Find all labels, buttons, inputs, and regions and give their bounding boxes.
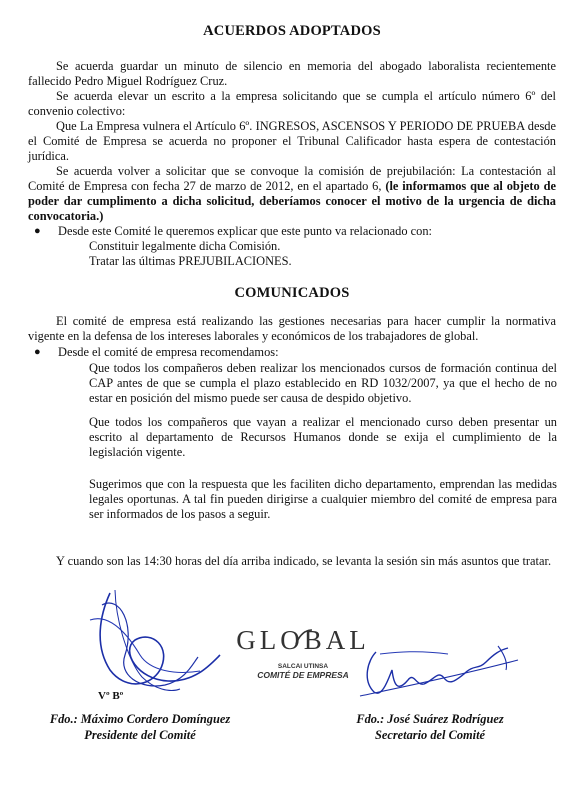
paragraph-article-violation: Que La Empresa vulnera el Artículo 6º. INGRESOS, ASCENSOS Y PERIODO DE PRUEBA desde el Comité de Empresa se acuerda no proponer el Tribunal Calificador hasta espera de contestación jurídica. <box>28 119 556 163</box>
company-logo: GLOBAL <box>236 625 370 655</box>
logo-subtitle: SALCAI UTINSA <box>277 663 329 670</box>
subitem-prejubilations: Tratar las últimas PREJUBILACIONES. <box>89 254 292 268</box>
section-title-acuerdos: ACUERDOS ADOPTADOS <box>203 23 381 39</box>
section-title-comunicados: COMUNICADOS <box>234 285 350 301</box>
signer-right-role: Secretario del Comité <box>374 728 486 742</box>
logo-swoosh <box>294 628 314 648</box>
signer-left-name: Fdo.: Máximo Cordero Domínguez <box>49 712 231 726</box>
closing-paragraph: Y cuando son las 14:30 horas del día arriba indicado, se levanta la sesión sin más asuntos que tratar. <box>56 554 552 568</box>
recommendation-cap-courses: Que todos los compañeros deben realizar los mencionados cursos de formación continua del CAP antes de que se cumpla el plazo establecido en RD 1032/2007, ya que el hecho de no estar en posición del mismo puede ser causa de despido objetivo. <box>89 361 557 405</box>
bullet-recommend: Desde el comité de empresa recomendamos: <box>58 345 279 359</box>
signer-right-name: Fdo.: José Suárez Rodríguez <box>356 712 504 726</box>
paragraph-minute-silence: Se acuerda guardar un minuto de silencio en memoria del abogado laboralista recientemente fallecido Pedro Miguel Rodríguez Cruz. <box>28 59 556 88</box>
logo-committee: COMITÉ DE EMPRESA <box>257 670 349 680</box>
recommendation-legal-measures: Sugerimos que con la respuesta que les faciliten dicho departamento, emprendan las medidas legales oportunas. A tal fin pueden dirigirse a cualquier miembro del comité de empresa para ser informados de los pasos a seguir. <box>89 477 557 521</box>
bullet-committee-explain: Desde este Comité le queremos explicar que este punto va relacionado con: <box>58 224 432 238</box>
signer-left-role: Presidente del Comité <box>84 728 196 742</box>
paragraph-prejubilation <box>28 164 556 224</box>
paragraph-article-request: Se acuerda elevar un escrito a la empresa solicitando que se cumpla el artículo número 6º del convenio colectivo: <box>28 89 556 118</box>
signature-right-scribble <box>358 640 558 710</box>
bullet-icon: ● <box>34 225 41 237</box>
paragraph-prejubilation-text: Se acuerda volver a solicitar que se convoque la comisión de prejubilación: La contestación al Comité de Empresa con fecha 27 de marzo de 2012, en el apartado 6, <box>28 164 556 193</box>
bullet-icon: ● <box>34 346 41 358</box>
paragraph-committee-actions: El comité de empresa está realizando las gestiones necesarias para hacer cumplir la normativa vigente en la defensa de los intereses laborales y económicos de los trabajadores de global. <box>28 314 556 343</box>
subitem-constitute-commission: Constituir legalmente dicha Comisión. <box>89 239 281 253</box>
paragraph-prejubilation-bold: (le informamos que al objeto de poder dar cumplimento a dicha solicitud, deberíamos conocer el motivo de la urgencia de dicha convocatoria.) <box>28 179 556 223</box>
recommendation-hr-letter: Que todos los compañeros que vayan a realizar el mencionado curso deben presentar un escrito al departamento de Recursos Humanos donde se exija el cumplimiento de la legislación vigente. <box>89 415 557 459</box>
approval-mark: Vº Bº <box>98 690 124 702</box>
